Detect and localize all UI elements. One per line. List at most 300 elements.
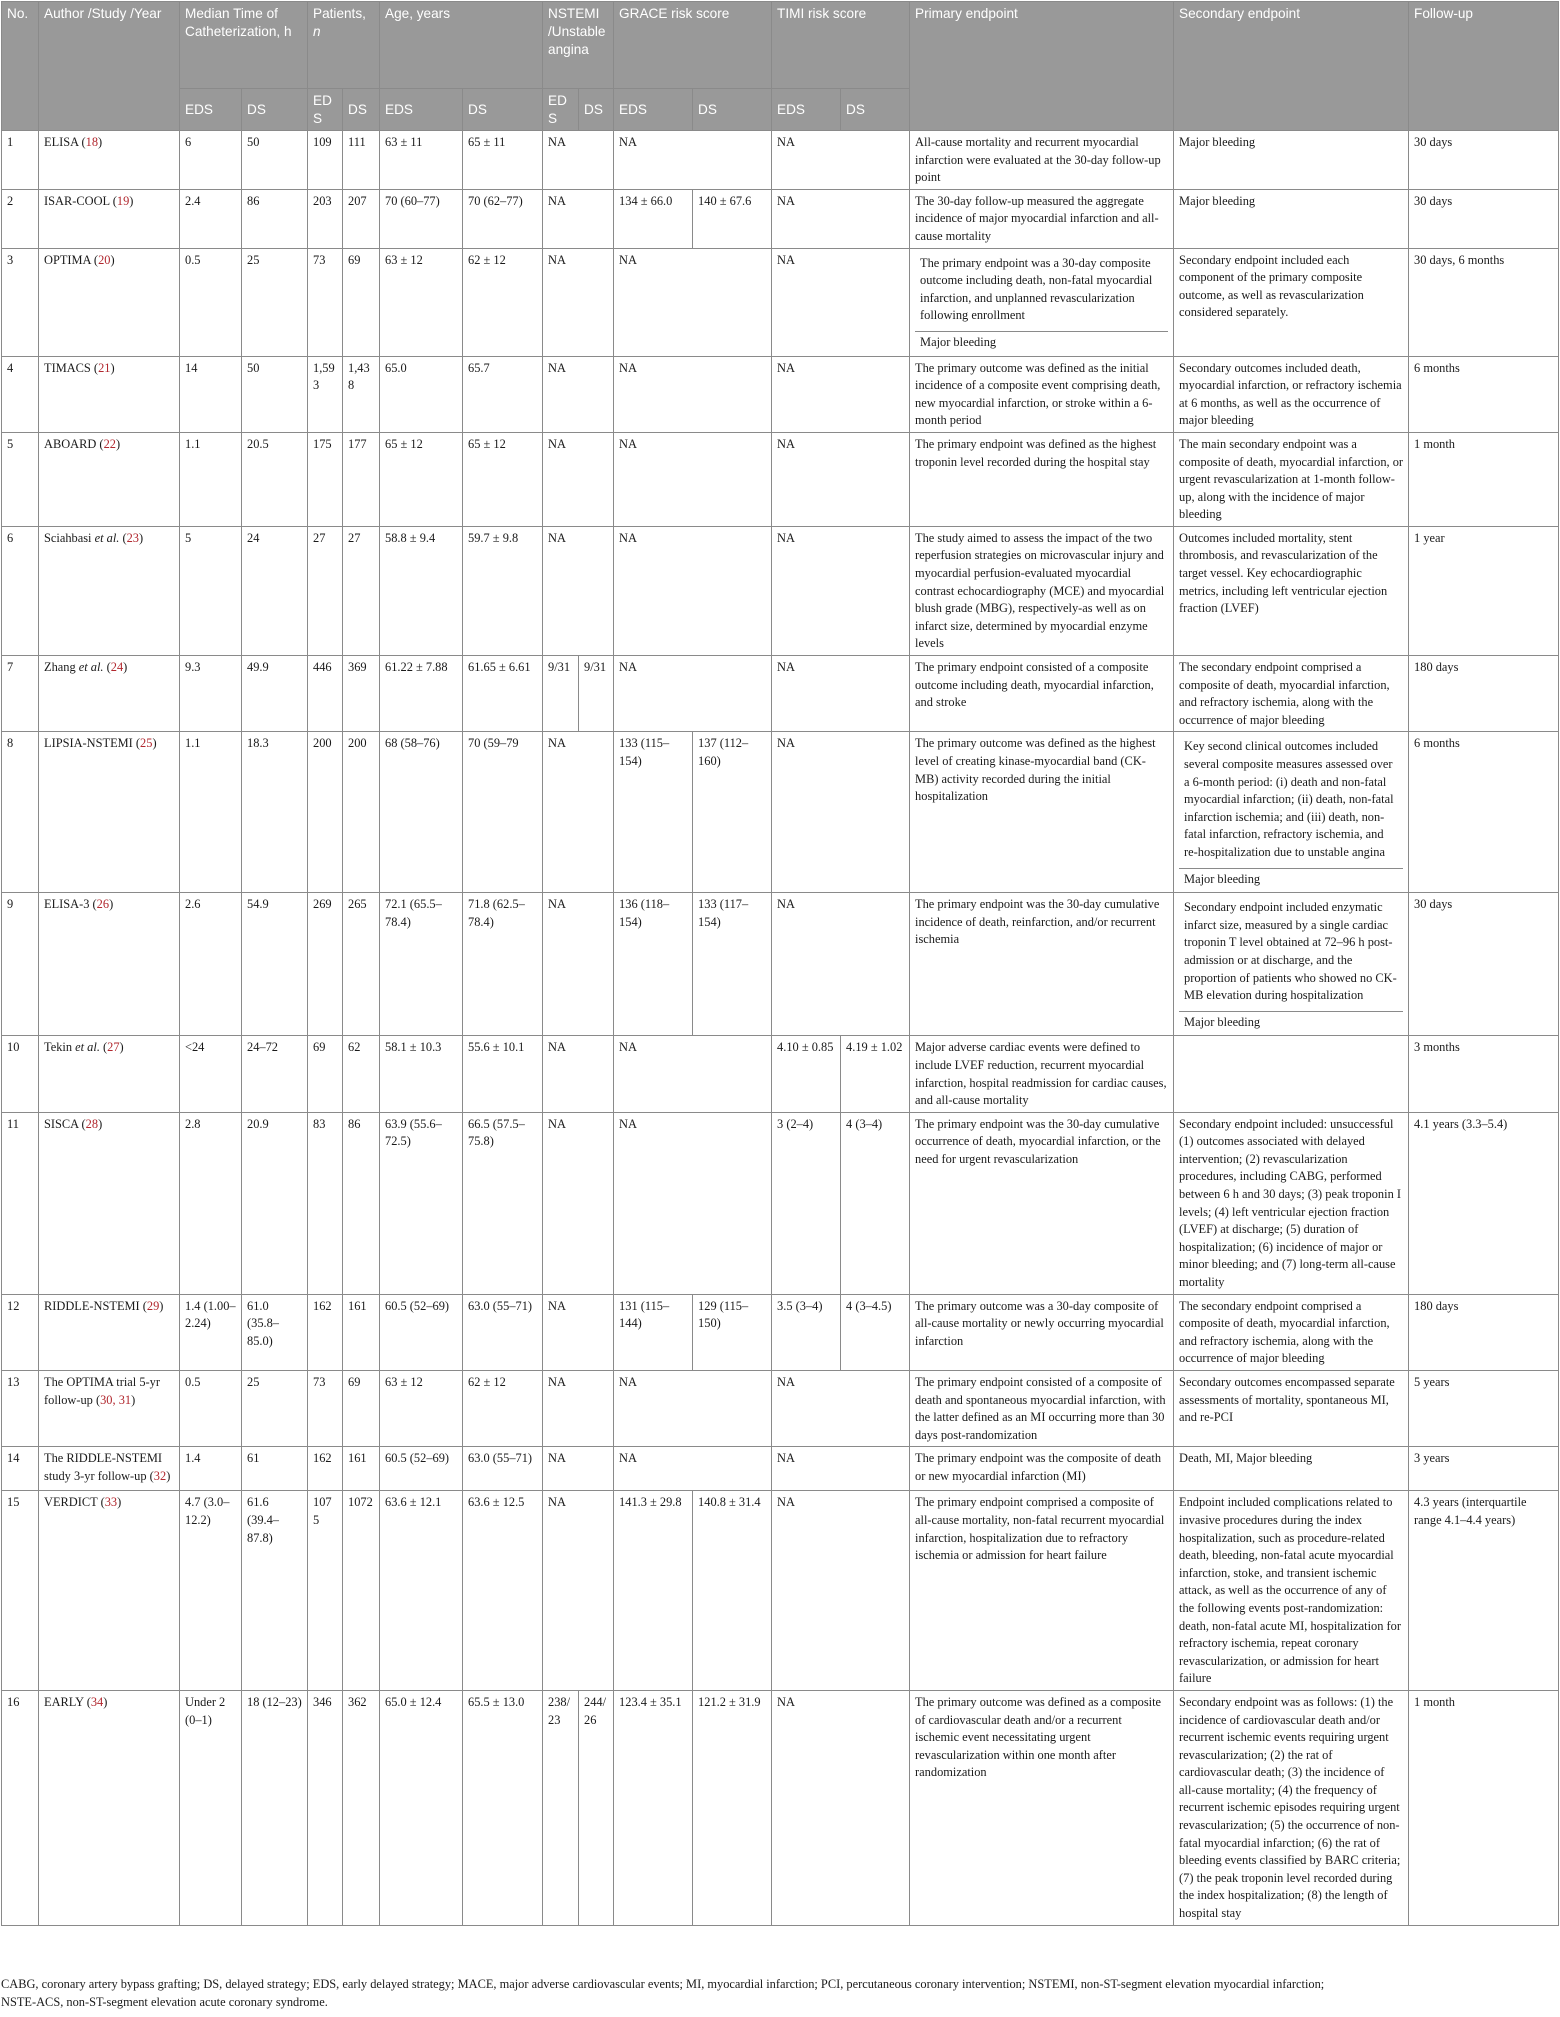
cell-study: Sciahbasi et al. (23) — [39, 526, 180, 655]
cell-no: 12 — [2, 1294, 39, 1370]
header-time: Median Time of Catheterization, h — [180, 2, 308, 89]
cell-time-ds: 54.9 — [242, 893, 308, 1036]
cell-patients-eds: 69 — [308, 1036, 343, 1112]
study-etal: et al. — [91, 530, 120, 545]
cell-followup: 3 months — [1409, 1036, 1559, 1112]
table-header — [2, 2, 1559, 131]
cell-age-ds: 66.5 (57.5–75.8) — [463, 1112, 543, 1294]
cell-patients-eds: 203 — [308, 189, 343, 248]
cell-grace: NA — [614, 1112, 772, 1294]
cell-age-eds: 60.5 (52–69) — [380, 1294, 463, 1370]
cell-secondary-extra: Major bleeding — [1179, 1011, 1403, 1034]
cell-primary — [910, 248, 1174, 356]
cell-patients-eds: 346 — [308, 1690, 343, 1925]
cell-primary: The 30-day follow-up measured the aggregate incidence of major myocardial infarction and all-cause mortality — [910, 189, 1174, 248]
cell-no: 2 — [2, 189, 39, 248]
cell-grace-eds: 131 (115–144) — [614, 1294, 693, 1370]
cell-patients-ds: 200 — [343, 732, 380, 893]
cell-age-ds: 55.6 ± 10.1 — [463, 1036, 543, 1112]
study-name: TIMACS — [44, 360, 91, 375]
cell-primary: Major adverse cardiac events were defined to include LVEF reduction, recurrent myocardial infarction, hospital readmission for cardiac causes, and all-cause mortality — [910, 1036, 1174, 1112]
cell-age-eds: 63.6 ± 12.1 — [380, 1491, 463, 1691]
cell-timi: NA — [772, 526, 910, 655]
cell-secondary: Secondary endpoint included: unsuccessful (1) outcomes associated with delayed intervention; (2) revascularization procedures, including CABG, performed between 6 h and 30 days; (3) peak troponin I levels; (4) left ventricular ejection fraction (LVEF) at discharge; (5) duration of hospitalization; (6) incidence of major or minor bleeding; and (7) long-term all-cause mortality — [1174, 1112, 1409, 1294]
cell-primary: The primary endpoint comprised a composite of all-cause mortality, non-fatal recurrent myocardial infarction, hospitalization due to refractory ischemia or admission for heart failure — [910, 1491, 1174, 1691]
reference-link[interactable]: 25 — [140, 736, 153, 751]
cell-time-eds: Under 2 (0–1) — [180, 1690, 242, 1925]
cell-age-ds: 70 (59–79 — [463, 732, 543, 893]
cell-secondary: Endpoint included complications related to invasive procedures during the index hospitalization, such as procedure-related death, bleeding, non-fatal acute myocardial infarction, stoke, and transient ischemic attack, as well as the occurrence of any of the following events post-randomization: death, non-fatal acute MI, hospitalization for refractory ischemia, repeat coronary revascularization, or admission for heart failure — [1174, 1491, 1409, 1691]
subheader-eds: EDS — [308, 89, 343, 131]
cell-patients-eds: 446 — [308, 656, 343, 732]
reference-link[interactable]: 28 — [85, 1116, 99, 1131]
cell-timi: NA — [772, 189, 910, 248]
cell-time-eds: 2.4 — [180, 189, 242, 248]
cell-age-eds: 63 ± 11 — [380, 131, 463, 190]
cell-time-ds: 86 — [242, 189, 308, 248]
cell-study: Zhang et al. (24) — [39, 656, 180, 732]
cell-age-eds: 65.0 — [380, 356, 463, 432]
cell-no: 1 — [2, 131, 39, 190]
cell-time-ds: 61.0 (35.8–85.0) — [242, 1294, 308, 1370]
cell-patients-ds: 1072 — [343, 1491, 380, 1691]
cell-time-eds: 2.8 — [180, 1112, 242, 1294]
reference-link[interactable]: 27 — [107, 1040, 120, 1055]
header-secondary: Secondary endpoint — [1174, 2, 1409, 131]
cell-time-ds: 50 — [242, 131, 308, 190]
header-patients-text: Patients, n — [313, 6, 366, 39]
table-row — [2, 1036, 1559, 1112]
cell-followup: 4.1 years (3.3–5.4) — [1409, 1112, 1559, 1294]
cell-followup: 6 months — [1409, 356, 1559, 432]
cell-patients-ds: 86 — [343, 1112, 380, 1294]
cell-age-ds: 63.0 (55–71) — [463, 1447, 543, 1491]
cell-no: 11 — [2, 1112, 39, 1294]
cell-grace-ds: 121.2 ± 31.9 — [693, 1690, 772, 1925]
header-patients — [308, 2, 380, 89]
header-author: Author /Study /Year — [39, 2, 180, 131]
cell-patients-ds: 265 — [343, 893, 380, 1036]
cell-age-ds: 62 ± 12 — [463, 1371, 543, 1447]
cell-study: VERDICT (33) — [39, 1491, 180, 1691]
cell-age-eds: 58.8 ± 9.4 — [380, 526, 463, 655]
cell-nstemi: NA — [543, 1112, 614, 1294]
subheader-ds: DS — [463, 89, 543, 131]
cell-time-ds: 25 — [242, 248, 308, 356]
cell-time-eds: 1.4 — [180, 1447, 242, 1491]
cell-secondary: Secondary endpoint was as follows: (1) the incidence of cardiovascular death and/or recurrent ischemic events requiring urgent revascularization; (2) the rat of cardiovascular death; (3) the incidence of all-cause mortality; (4) the frequency of recurrent ischemic episodes requiring urgent revascularization; (5) the occurrence of non-fatal myocardial infarction; (6) the rat of bleeding events classified by BARC criteria; (7) the peak troponin level recorded during the index hospitalization; (8) the length of hospital stay — [1174, 1690, 1409, 1925]
cell-secondary: Death, MI, Major bleeding — [1174, 1447, 1409, 1491]
cell-grace: NA — [614, 131, 772, 190]
study-name: The OPTIMA trial 5-yr follow-up — [44, 1375, 160, 1407]
cell-patients-ds: 369 — [343, 656, 380, 732]
cell-age-ds: 65 ± 12 — [463, 432, 543, 526]
subheader-eds: EDS — [543, 89, 579, 131]
cell-primary: The primary endpoint was the 30-day cumulative occurrence of death, myocardial infarction, or the need for urgent revascularization — [910, 1112, 1174, 1294]
study-etal: et al. — [72, 1040, 100, 1055]
cell-primary: The primary endpoint was the 30-day cumulative incidence of death, reinfarction, and/or recurrent ischemia — [910, 893, 1174, 1036]
cell-age-ds: 63.6 ± 12.5 — [463, 1491, 543, 1691]
cell-patients-ds: 69 — [343, 248, 380, 356]
cell-patients-eds: 73 — [308, 248, 343, 356]
cell-patients-eds: 162 — [308, 1447, 343, 1491]
cell-followup: 30 days — [1409, 893, 1559, 1036]
cell-grace: NA — [614, 526, 772, 655]
table-row — [2, 656, 1559, 732]
cell-patients-eds: 162 — [308, 1294, 343, 1370]
cell-secondary: Secondary endpoint included each component of the primary composite outcome, as well as revascularization considered separately. — [1174, 248, 1409, 356]
cell-primary: The primary endpoint consisted of a composite outcome including death, myocardial infarction, and stroke — [910, 656, 1174, 732]
cell-age-eds: 70 (60–77) — [380, 189, 463, 248]
cell-no: 3 — [2, 248, 39, 356]
footnote-line-2: NSTE-ACS, non-ST-segment elevation acute coronary syndrome. — [1, 1995, 328, 2009]
cell-age-eds: 63 ± 12 — [380, 1371, 463, 1447]
study-name: LIPSIA-NSTEMI — [44, 736, 133, 751]
cell-timi-eds: 3.5 (3–4) — [772, 1294, 841, 1370]
cell-nstemi: NA — [543, 732, 614, 893]
cell-nstemi-ds: 244/26 — [579, 1690, 614, 1925]
study-name: Zhang — [44, 660, 76, 675]
cell-nstemi: NA — [543, 1036, 614, 1112]
cell-followup: 180 days — [1409, 656, 1559, 732]
cell-primary: The primary endpoint consisted of a composite of death and spontaneous myocardial infarction, with the latter defined as an MI occurring more than 30 days post-randomization — [910, 1371, 1174, 1447]
cell-patients-ds: 62 — [343, 1036, 380, 1112]
cell-time-eds: 1.4 (1.00–2.24) — [180, 1294, 242, 1370]
cell-study: TIMACS (21) — [39, 356, 180, 432]
cell-timi: NA — [772, 131, 910, 190]
cell-study: LIPSIA-NSTEMI (25) — [39, 732, 180, 893]
cell-primary: The primary endpoint was defined as the highest troponin level recorded during the hospital stay — [910, 432, 1174, 526]
cell-time-eds: 1.1 — [180, 432, 242, 526]
header-nstemi: NSTEMI /Unstable angina — [543, 2, 614, 89]
reference-link[interactable]: 30, 31 — [100, 1392, 132, 1407]
cell-patients-eds: 27 — [308, 526, 343, 655]
cell-no: 16 — [2, 1690, 39, 1925]
cell-patients-eds: 200 — [308, 732, 343, 893]
cell-nstemi: NA — [543, 526, 614, 655]
cell-age-eds: 61.22 ± 7.88 — [380, 656, 463, 732]
cell-study: The RIDDLE-NSTEMI study 3-yr follow-up (32) — [39, 1447, 180, 1491]
cell-age-eds: 72.1 (65.5–78.4) — [380, 893, 463, 1036]
cell-secondary-text: Key second clinical outcomes included several composite measures assessed over a 6-month period: (i) death and non-fatal myocardial infarction; (ii) death, non-fatal infarction ischemia; and (iii) death, non-fatal infarction, refractory ischemia, and re-hospitalization due to unstable angina — [1184, 739, 1394, 859]
table-row — [2, 189, 1559, 248]
cell-timi: NA — [772, 432, 910, 526]
cell-secondary: Major bleeding — [1174, 131, 1409, 190]
cell-timi: NA — [772, 1371, 910, 1447]
cell-time-eds: 6 — [180, 131, 242, 190]
cell-patients-eds: 175 — [308, 432, 343, 526]
subheader-ds: DS — [242, 89, 308, 131]
cell-patients-ds: 207 — [343, 189, 380, 248]
cell-time-eds: 5 — [180, 526, 242, 655]
cell-grace: NA — [614, 1371, 772, 1447]
cell-study: ISAR-COOL (19) — [39, 189, 180, 248]
cell-age-ds: 65 ± 11 — [463, 131, 543, 190]
subheader-ds: DS — [579, 89, 614, 131]
cell-age-ds: 65.7 — [463, 356, 543, 432]
cell-time-eds: 0.5 — [180, 248, 242, 356]
cell-study: The OPTIMA trial 5-yr follow-up (30, 31) — [39, 1371, 180, 1447]
cell-grace-eds: 134 ± 66.0 — [614, 189, 693, 248]
cell-time-ds: 61.6 (39.4–87.8) — [242, 1491, 308, 1691]
cell-nstemi: NA — [543, 131, 614, 190]
cell-timi-eds: 3 (2–4) — [772, 1112, 841, 1294]
cell-secondary: Secondary outcomes encompassed separate assessments of mortality, spontaneous MI, and re-PCI — [1174, 1371, 1409, 1447]
table-row — [2, 1447, 1559, 1491]
cell-primary: The study aimed to assess the impact of the two reperfusion strategies on microvascular injury and myocardial perfusion-evaluated myocardial contrast echocardiography (MCE) and myocardial blush grade (MBG), respectively-as well as on infarct size, determined by myocardial enzyme levels — [910, 526, 1174, 655]
cell-age-ds: 62 ± 12 — [463, 248, 543, 356]
cell-followup: 6 months — [1409, 732, 1559, 893]
cell-age-eds: 63 ± 12 — [380, 248, 463, 356]
cell-time-ds: 18 (12–23) — [242, 1690, 308, 1925]
cell-followup: 180 days — [1409, 1294, 1559, 1370]
cell-grace-ds: 140.8 ± 31.4 — [693, 1491, 772, 1691]
study-name: The RIDDLE-NSTEMI study 3-yr follow-up — [44, 1451, 163, 1483]
cell-followup: 1 month — [1409, 432, 1559, 526]
table-body — [2, 131, 1559, 1926]
study-etal: et al. — [75, 660, 104, 675]
study-name: EARLY — [44, 1694, 84, 1709]
cell-timi-ds: 4.19 ± 1.02 — [841, 1036, 910, 1112]
cell-grace: NA — [614, 656, 772, 732]
reference-link[interactable]: 29 — [146, 1298, 160, 1313]
cell-timi: NA — [772, 1690, 910, 1925]
cell-primary: The primary outcome was defined as the initial incidence of a composite event comprising death, new myocardial infarction, or stroke within a 6-month period — [910, 356, 1174, 432]
cell-age-ds: 65.5 ± 13.0 — [463, 1690, 543, 1925]
cell-no: 14 — [2, 1447, 39, 1491]
cell-patients-ds: 177 — [343, 432, 380, 526]
study-name: Tekin — [44, 1040, 73, 1055]
cell-study: ABOARD (22) — [39, 432, 180, 526]
cell-age-ds: 70 (62–77) — [463, 189, 543, 248]
cell-secondary — [1174, 732, 1409, 893]
cell-time-eds: 9.3 — [180, 656, 242, 732]
reference-link[interactable]: 24 — [110, 660, 124, 675]
cell-followup: 4.3 years (interquartile range 4.1–4.4 years) — [1409, 1491, 1559, 1691]
cell-primary-extra: Major bleeding — [915, 331, 1168, 354]
cell-secondary: Major bleeding — [1174, 189, 1409, 248]
reference-link[interactable]: 32 — [153, 1468, 167, 1483]
table-row — [2, 356, 1559, 432]
cell-grace: NA — [614, 248, 772, 356]
cell-secondary — [1174, 893, 1409, 1036]
cell-patients-ds: 27 — [343, 526, 380, 655]
table-row — [2, 432, 1559, 526]
cell-age-eds: 65 ± 12 — [380, 432, 463, 526]
reference-link[interactable]: 21 — [98, 360, 111, 375]
cell-timi: NA — [772, 248, 910, 356]
study-name: SISCA — [44, 1116, 79, 1131]
cell-timi: NA — [772, 893, 910, 1036]
cell-time-ds: 49.9 — [242, 656, 308, 732]
cell-time-ds: 24–72 — [242, 1036, 308, 1112]
cell-no: 8 — [2, 732, 39, 893]
header-no: No. — [2, 2, 39, 131]
cell-no: 5 — [2, 432, 39, 526]
reference-link[interactable]: 19 — [116, 193, 130, 208]
subheader-eds: EDS — [614, 89, 693, 131]
study-name: ABOARD — [44, 436, 97, 451]
cell-patients-ds: 161 — [343, 1447, 380, 1491]
cell-age-eds: 68 (58–76) — [380, 732, 463, 893]
study-name: OPTIMA — [44, 252, 91, 267]
subheader-eds: EDS — [380, 89, 463, 131]
cell-study: Tekin et al. (27) — [39, 1036, 180, 1112]
cell-patients-eds: 1,593 — [308, 356, 343, 432]
reference-link[interactable]: 33 — [104, 1495, 118, 1510]
cell-grace-ds: 137 (112–160) — [693, 732, 772, 893]
cell-time-ds: 20.5 — [242, 432, 308, 526]
cell-grace: NA — [614, 1447, 772, 1491]
subheader-ds: DS — [693, 89, 772, 131]
cell-nstemi: NA — [543, 1294, 614, 1370]
cell-time-eds: 2.6 — [180, 893, 242, 1036]
subheader-ds: DS — [841, 89, 910, 131]
cell-followup: 30 days — [1409, 189, 1559, 248]
table-row — [2, 1491, 1559, 1691]
cell-secondary: The main secondary endpoint was a composite of death, myocardial infarction, or urgent revascularization at 1-month follow-up, along with the incidence of major bleeding — [1174, 432, 1409, 526]
cell-grace-eds: 133 (115–154) — [614, 732, 693, 893]
reference-link[interactable]: 23 — [126, 530, 139, 545]
cell-time-ds: 50 — [242, 356, 308, 432]
cell-age-eds: 60.5 (52–69) — [380, 1447, 463, 1491]
reference-link[interactable]: 18 — [85, 135, 99, 149]
reference-link[interactable]: 20 — [98, 252, 111, 267]
cell-patients-ds: 111 — [343, 131, 380, 190]
cell-time-ds: 25 — [242, 1371, 308, 1447]
cell-followup: 3 years — [1409, 1447, 1559, 1491]
cell-secondary — [1174, 1036, 1409, 1112]
cell-followup: 30 days, 6 months — [1409, 248, 1559, 356]
cell-nstemi: NA — [543, 1491, 614, 1691]
cell-no: 4 — [2, 356, 39, 432]
study-name: ELISA — [44, 135, 79, 149]
cell-timi: NA — [772, 1491, 910, 1691]
cell-grace-ds: 133 (117–154) — [693, 893, 772, 1036]
cell-timi: NA — [772, 732, 910, 893]
cell-secondary-extra: Major bleeding — [1179, 868, 1403, 891]
cell-time-eds: 4.7 (3.0–12.2) — [180, 1491, 242, 1691]
trial-comparison-table — [1, 1, 1559, 1926]
cell-age-ds: 59.7 ± 9.8 — [463, 526, 543, 655]
cell-no: 9 — [2, 893, 39, 1036]
cell-time-eds: 14 — [180, 356, 242, 432]
cell-patients-ds: 362 — [343, 1690, 380, 1925]
header-grace: GRACE risk score — [614, 2, 772, 89]
header-age: Age, years — [380, 2, 543, 89]
cell-grace-eds: 123.4 ± 35.1 — [614, 1690, 693, 1925]
cell-no: 7 — [2, 656, 39, 732]
cell-followup: 30 days — [1409, 131, 1559, 190]
footnote-line-1: CABG, coronary artery bypass grafting; DS, delayed strategy; EDS, early delayed strategy; MACE, major adverse cardiovascular events; MI, myocardial infarction; PCI, percutaneous coronary intervention; NSTEMI, non-ST-segment elevation myocardial infarction; — [1, 1977, 1325, 1991]
cell-secondary-text: Secondary endpoint included enzymatic infarct size, measured by a single cardiac troponin T level obtained at 72–96 h post-admission or at discharge, and the proportion of patients who showed no CK-MB elevation during hospitalization — [1184, 900, 1397, 1003]
cell-nstemi: NA — [543, 432, 614, 526]
cell-study: ELISA (18) — [39, 131, 180, 190]
reference-link[interactable]: 34 — [90, 1694, 104, 1709]
subheader-eds: EDS — [772, 89, 841, 131]
study-name: Sciahbasi — [44, 530, 92, 545]
cell-grace-ds: 140 ± 67.6 — [693, 189, 772, 248]
cell-patients-eds: 109 — [308, 131, 343, 190]
cell-primary: The primary outcome was defined as the highest level of creating kinase-myocardial band (CK-MB) activity recorded during the initial hospitalization — [910, 732, 1174, 893]
cell-timi: NA — [772, 1447, 910, 1491]
cell-time-eds: 0.5 — [180, 1371, 242, 1447]
cell-timi-ds: 4 (3–4) — [841, 1112, 910, 1294]
cell-nstemi: NA — [543, 1371, 614, 1447]
cell-time-ds: 24 — [242, 526, 308, 655]
cell-primary: The primary endpoint was the composite of death or new myocardial infarction (MI) — [910, 1447, 1174, 1491]
cell-study: OPTIMA (20) — [39, 248, 180, 356]
study-name: RIDDLE-NSTEMI — [44, 1298, 140, 1313]
cell-no: 15 — [2, 1491, 39, 1691]
cell-secondary: The secondary endpoint comprised a composite of death, myocardial infarction, and refractory ischemia, along with the occurrence of major bleeding — [1174, 656, 1409, 732]
table-row — [2, 248, 1559, 356]
cell-nstemi: NA — [543, 893, 614, 1036]
cell-patients-ds: 161 — [343, 1294, 380, 1370]
table-row — [2, 1371, 1559, 1447]
table-row — [2, 526, 1559, 655]
cell-study: RIDDLE-NSTEMI (29) — [39, 1294, 180, 1370]
cell-age-ds: 71.8 (62.5–78.4) — [463, 893, 543, 1036]
header-primary: Primary endpoint — [910, 2, 1174, 131]
cell-secondary: Outcomes included mortality, stent thrombosis, and revascularization of the target vessel. Key echocardiographic metrics, including left ventricular ejection fraction (LVEF) — [1174, 526, 1409, 655]
cell-timi-eds: 4.10 ± 0.85 — [772, 1036, 841, 1112]
reference-link[interactable]: 26 — [96, 897, 110, 912]
subheader-ds: DS — [343, 89, 380, 131]
cell-primary: All-cause mortality and recurrent myocardial infarction were evaluated at the 30-day follow-up point — [910, 131, 1174, 190]
cell-followup: 1 month — [1409, 1690, 1559, 1925]
table-row — [2, 131, 1559, 190]
cell-patients-eds: 269 — [308, 893, 343, 1036]
header-followup: Follow-up — [1409, 2, 1559, 131]
table-row — [2, 1294, 1559, 1370]
table-row — [2, 732, 1559, 893]
cell-no: 10 — [2, 1036, 39, 1112]
cell-timi: NA — [772, 656, 910, 732]
cell-nstemi: NA — [543, 356, 614, 432]
cell-study: EARLY (34) — [39, 1690, 180, 1925]
header-timi: TIMI risk score — [772, 2, 910, 89]
cell-nstemi: NA — [543, 248, 614, 356]
cell-nstemi-ds: 9/31 — [579, 656, 614, 732]
cell-timi: NA — [772, 356, 910, 432]
table-row — [2, 893, 1559, 1036]
cell-grace-ds: 129 (115–150) — [693, 1294, 772, 1370]
cell-followup: 5 years — [1409, 1371, 1559, 1447]
cell-nstemi: NA — [543, 189, 614, 248]
cell-primary-text: The primary endpoint was a 30-day composite outcome including death, non-fatal myocardial infarction, and unplanned revascularization following enrollment — [920, 255, 1153, 323]
study-name: ISAR-COOL — [44, 193, 110, 208]
cell-secondary: Secondary outcomes included death, myocardial infarction, or refractory ischemia at 6 months, as well as the occurrence of major bleeding — [1174, 356, 1409, 432]
study-name: VERDICT — [44, 1495, 98, 1510]
cell-grace: NA — [614, 432, 772, 526]
cell-followup: 1 year — [1409, 526, 1559, 655]
cell-time-ds: 18.3 — [242, 732, 308, 893]
cell-no: 13 — [2, 1371, 39, 1447]
cell-patients-ds: 69 — [343, 1371, 380, 1447]
cell-primary: The primary outcome was a 30-day composite of all-cause mortality or newly occurring myocardial infarction — [910, 1294, 1174, 1370]
footnote — [1, 1975, 1560, 2011]
cell-time-ds: 61 — [242, 1447, 308, 1491]
cell-patients-eds: 83 — [308, 1112, 343, 1294]
cell-grace: NA — [614, 1036, 772, 1112]
cell-nstemi-eds: 9/31 — [543, 656, 579, 732]
cell-age-eds: 65.0 ± 12.4 — [380, 1690, 463, 1925]
cell-time-ds: 20.9 — [242, 1112, 308, 1294]
reference-link[interactable]: 22 — [103, 436, 116, 451]
cell-study: SISCA (28) — [39, 1112, 180, 1294]
cell-grace: NA — [614, 356, 772, 432]
